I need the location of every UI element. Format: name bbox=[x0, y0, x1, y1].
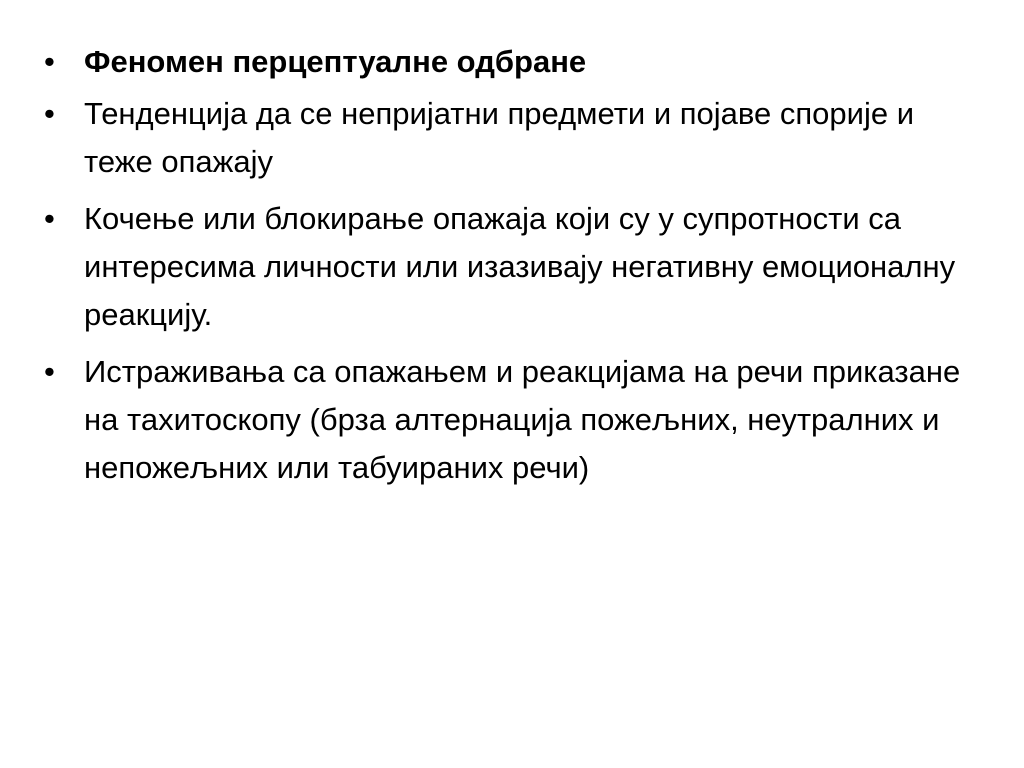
bullet-text-research: Истраживања са опажањем и реакцијама на речи приказане на тахитоскопу (брза алтернација пожељних, неутралних и непожељних или табуираних речи) bbox=[84, 354, 961, 485]
bullet-item-blocking bbox=[44, 195, 979, 339]
bullet-text-tendency: Тенденција да се непријатни предмети и појаве спорије и теже опажају bbox=[84, 96, 915, 179]
bullet-icon: • bbox=[44, 44, 55, 79]
bullet-icon: • bbox=[44, 354, 55, 389]
bullet-item-heading bbox=[44, 38, 979, 86]
bullet-item-tendency bbox=[44, 90, 979, 186]
bullet-icon: • bbox=[44, 96, 55, 131]
bullet-text-blocking: Кочење или блокирање опажаја који су у супротности са интересима личности или изазивају негативну емоционалну реакцију. bbox=[84, 201, 956, 332]
bullet-item-research bbox=[44, 348, 979, 492]
bullet-text-heading: Феномен перцептуалне одбране bbox=[84, 44, 587, 79]
bullet-list bbox=[44, 38, 979, 501]
bullet-icon: • bbox=[44, 201, 55, 236]
